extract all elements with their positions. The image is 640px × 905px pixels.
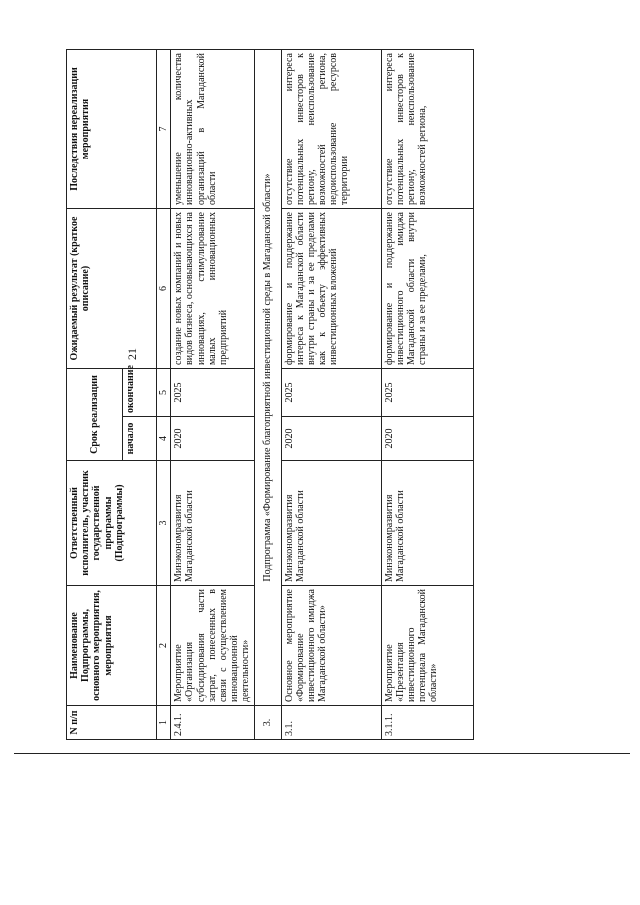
row-start: 2020 [281, 417, 381, 461]
row-executor: Минэкономразвития Магаданской области [281, 461, 381, 586]
program-measures-table [66, 49, 474, 740]
table-row [381, 50, 474, 740]
row-num: 3.1. [281, 706, 381, 740]
subprogram-num: 3. [254, 706, 281, 740]
header-start: начало [123, 417, 157, 461]
row-start: 2020 [381, 417, 474, 461]
header-consequence: Последствия нереализации мероприятия [67, 50, 157, 209]
header-end: окончание [123, 369, 157, 417]
row-executor: Минэкономразвития Магаданской области [381, 461, 474, 586]
row-end: 2025 [281, 369, 381, 417]
column-number: 7 [157, 50, 171, 209]
row-result: создание новых компаний и новых видов бизнеса, основывающихся на инновациях, стимулирование малых инновационных предприятий [171, 209, 254, 369]
row-consequence: уменьшение количества инновационно-активных организаций в Магаданской области [171, 50, 254, 209]
header-period: Срок реализации [67, 369, 123, 461]
column-number: 1 [157, 706, 171, 740]
rotated-page-content [66, 50, 474, 740]
table-row [171, 50, 254, 740]
row-consequence: отсутствие интереса потенциальных инвесторов к региону, неиспользование возможностей региона, недоиспользование ресурсов территории [281, 50, 381, 209]
row-result: формирование и поддержание интереса к Магаданской области внутри страны и за ее пределами как к объекту эффективных инвестиционных вложений [281, 209, 381, 369]
row-name: Основное мероприятие «Формирование инвестиционного имиджа Магаданской области» [281, 586, 381, 706]
row-name: Мероприятие «Организация субсидирования части затрат, понесенных в связи с осуществлением инновационной деятельности» [171, 586, 254, 706]
row-executor: Минэкономразвития Магаданской области [171, 461, 254, 586]
row-start: 2020 [171, 417, 254, 461]
row-num: 3.1.1. [381, 706, 474, 740]
subprogram-row [254, 50, 281, 740]
row-result: формирование и поддержание инвестиционного имиджа Магаданской области внутри страны и за ее пределами, [381, 209, 474, 369]
page-number: 21 [125, 348, 139, 360]
row-consequence: отсутствие интереса потенциальных инвесторов к региону, неиспользование возможностей региона, [381, 50, 474, 209]
row-name: Мероприятие «Презентация инвестиционного потенциала Магаданской области» [381, 586, 474, 706]
column-number: 3 [157, 461, 171, 586]
column-numbers-row [157, 50, 171, 740]
table-row [281, 50, 381, 740]
row-end: 2025 [381, 369, 474, 417]
page-divider [14, 753, 630, 754]
header-result: Ожидаемый результат (краткое описание) [67, 209, 157, 369]
column-number: 6 [157, 209, 171, 369]
header-num: N п/п [67, 706, 157, 740]
subprogram-title: Подпрограмма «Формирование благоприятной инвестиционной среды в Магаданской области» [254, 50, 281, 706]
header-name: Наименование Подпрограммы, основного мероприятия, мероприятия [67, 586, 157, 706]
row-num: 2.4.1. [171, 706, 254, 740]
row-end: 2025 [171, 369, 254, 417]
column-number: 2 [157, 586, 171, 706]
column-number: 4 [157, 417, 171, 461]
column-number: 5 [157, 369, 171, 417]
header-executor: Ответственный исполнитель, участник государственной программы (Подпрограммы) [67, 461, 157, 586]
